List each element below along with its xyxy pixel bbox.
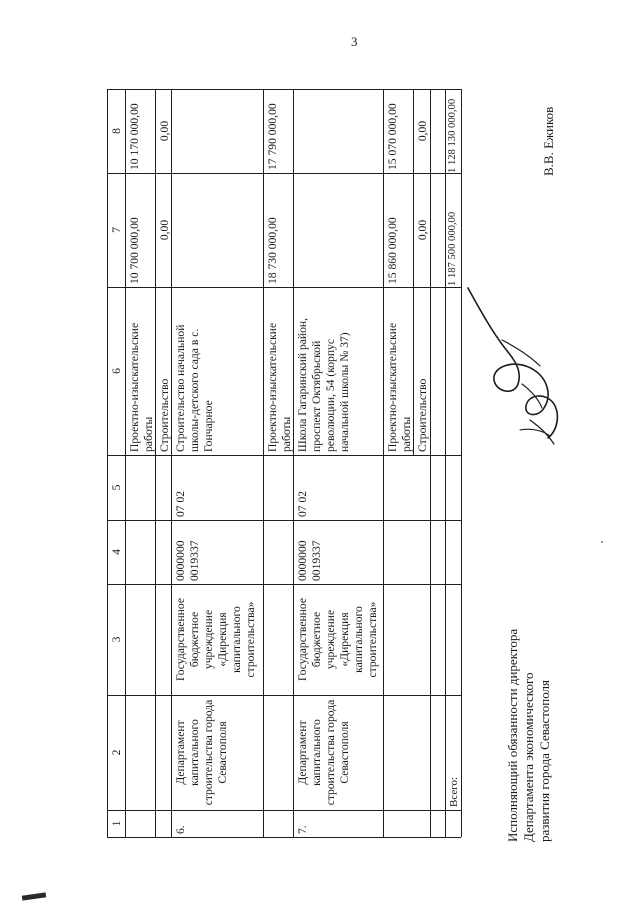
signatory-name: В.В. Ежиков: [541, 106, 556, 176]
signatory-position-line3: развития города Севастополя: [537, 679, 552, 842]
row7-institution: Государственное бюджетное учреждение «Дирекция капитального строительства»: [296, 598, 379, 681]
row7-work-1: Проектно-изыскательские работы: [386, 322, 413, 452]
header-col-2: 2: [110, 749, 123, 756]
handwritten-signature-icon: [460, 280, 570, 460]
row-a-sum1-1: 10 700 000,00: [128, 217, 141, 284]
header-col-8: 8: [110, 128, 123, 134]
row-a-work-2: Строительство: [158, 378, 171, 452]
header-col-3: 3: [110, 636, 123, 643]
row6-work-1: Проектно-изыскательские работы: [266, 322, 293, 452]
row6-code: 0000000 0019337: [174, 540, 201, 581]
row6-no: 6.: [174, 825, 187, 834]
header-col-6: 6: [110, 368, 123, 374]
row-a-sum2-2: 0,00: [158, 120, 171, 142]
scan-edge-mark: [22, 892, 46, 900]
row-a-work-1: Проектно-изыскательские работы: [128, 322, 155, 452]
row7-no: 7.: [296, 825, 309, 834]
scan-speck: [601, 541, 603, 543]
row6-sum2-1: 17 790 000,00: [266, 103, 279, 170]
row6-section: 07 02: [174, 490, 187, 517]
row7-object: Школа Гагаринский район, проспект Октябрьской революции, 54 (корпус начальной школы № 37): [296, 317, 351, 452]
row6-customer: Департамент капитального строительства города Севастополя: [174, 699, 229, 806]
header-col-4: 4: [110, 549, 123, 555]
row7-sum1-1: 15 860 000,00: [386, 217, 399, 284]
signatory-position-line2: Департамента экономического: [521, 672, 536, 842]
row7-customer: Департамент капитального строительства города Севастополя: [296, 699, 351, 806]
header-col-1: 1: [110, 820, 123, 827]
row6-institution: Государственное бюджетное учреждение «Дирекция капитального строительства»: [174, 598, 257, 681]
row7-code: 0000000 0019337: [296, 540, 323, 581]
total-label: Всего:: [448, 776, 460, 807]
total-sum2: 1 128 130 000,00: [447, 98, 458, 173]
row7-sum2-1: 15 070 000,00: [386, 103, 399, 170]
row7-sum1-2: 0,00: [416, 219, 429, 241]
row7-section: 07 02: [296, 490, 309, 517]
signatory-position-line1: Исполняющий обязанности директора: [505, 628, 520, 842]
signature-block: [505, 532, 595, 842]
row-a-sum2-1: 10 170 000,00: [128, 103, 141, 170]
row6-sum1-1: 18 730 000,00: [266, 217, 279, 284]
row7-sum2-2: 0,00: [416, 120, 429, 142]
header-col-5: 5: [110, 484, 123, 491]
page-number: 3: [351, 34, 358, 49]
total-sum1: 1 187 500 000,00: [447, 211, 458, 286]
row6-object: Строительство начальной школы-детского сада в с. Гончарное: [174, 324, 215, 452]
row-a-sum1-2: 0,00: [158, 219, 171, 241]
row7-work-2: Строительство: [416, 378, 429, 452]
header-col-7: 7: [110, 227, 123, 233]
